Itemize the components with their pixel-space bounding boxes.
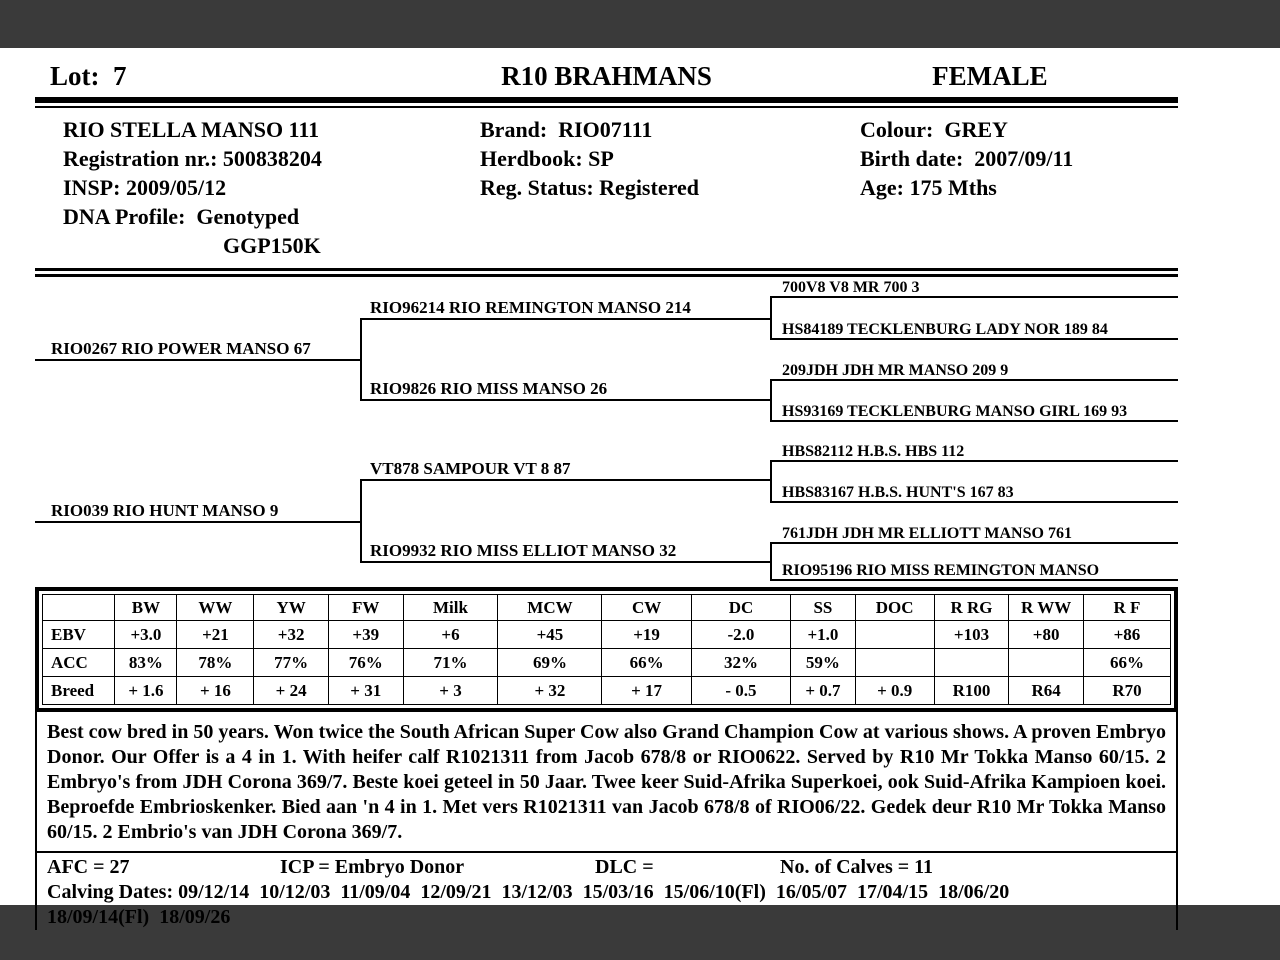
ebv-cell: 66% bbox=[602, 649, 691, 677]
ebv-col-header: DC bbox=[691, 595, 790, 621]
ebv-cell: +1.0 bbox=[791, 621, 855, 649]
ebv-cell: - 0.5 bbox=[691, 677, 790, 705]
ebv-col-header: BW bbox=[115, 595, 177, 621]
ebv-cell: 69% bbox=[498, 649, 602, 677]
ebv-cell: +6 bbox=[403, 621, 498, 649]
dna-profile-chip: GGP150K bbox=[223, 233, 321, 258]
dlc-value: DLC = bbox=[595, 856, 654, 878]
pedigree-gen3-1: 700V8 V8 MR 700 3 bbox=[770, 278, 1178, 298]
inspection-date: INSP: 2009/05/12 bbox=[63, 175, 227, 200]
ebv-col-header: R RG bbox=[934, 595, 1009, 621]
ebv-row-label: EBV bbox=[43, 621, 115, 649]
ebv-cell: + 17 bbox=[602, 677, 691, 705]
ebv-row bbox=[43, 649, 1171, 677]
animal-sex: FEMALE bbox=[932, 61, 1048, 91]
pedigree-sire-dam: RIO9826 RIO MISS MANSO 26 bbox=[360, 377, 770, 401]
ebv-cell: +32 bbox=[254, 621, 329, 649]
ebv-col-header: SS bbox=[791, 595, 855, 621]
pedigree-gen3-6: HBS83167 H.B.S. HUNT'S 167 83 bbox=[770, 483, 1178, 503]
age: Age: 175 Mths bbox=[860, 175, 997, 200]
ebv-cell: +39 bbox=[328, 621, 403, 649]
header-rule bbox=[35, 97, 1178, 108]
animal-info-block bbox=[35, 108, 1178, 268]
ebv-cell: +19 bbox=[602, 621, 691, 649]
colour: Colour: GREY bbox=[860, 117, 1008, 142]
ebv-cell: +21 bbox=[177, 621, 254, 649]
ebv-cell bbox=[855, 621, 934, 649]
ebv-cell: + 0.7 bbox=[791, 677, 855, 705]
sale-description: Best cow bred in 50 years. Won twice the South African Super Cow also Grand Champion Cow at various shows. A proven Embryo Donor. Our Offer is a 4 in 1. With heifer calf R1021311 from Jacob 678/8 or RIO0622. Served by R10 Mr Tokka Manso 60/15. 2 Embryo's from JDH Corona 369/7. Beste koei geteel in 50 Jaar. Twee keer Suid-Afrika Superkoei, ook Suid-Afrika Kampioen koei. Beproefde Embrioskenker. Bied aan 'n 4 in 1. Met vers R1021311 van Jacob 678/8 of RIO06/22. Gedek deur R10 Mr Tokka Manso 60/15. 2 Embrio's van JDH Corona 369/7. bbox=[47, 721, 1166, 843]
ebv-col-header bbox=[43, 595, 115, 621]
pedigree-dam-dam: RIO9932 RIO MISS ELLIOT MANSO 32 bbox=[360, 539, 770, 563]
lot-number: Lot: 7 bbox=[50, 61, 127, 91]
pedigree-dam: RIO039 RIO HUNT MANSO 9 bbox=[35, 499, 360, 523]
catalog-page bbox=[0, 48, 1280, 928]
pedigree-sire-sire: RIO96214 RIO REMINGTON MANSO 214 bbox=[360, 296, 770, 320]
pedigree-gen3-2: HS84189 TECKLENBURG LADY NOR 189 84 bbox=[770, 320, 1178, 340]
ebv-cell: +45 bbox=[498, 621, 602, 649]
ebv-cell: + 32 bbox=[498, 677, 602, 705]
registration-number: Registration nr.: 500838204 bbox=[63, 146, 322, 171]
ebv-cell: + 24 bbox=[254, 677, 329, 705]
pedigree-gen3-4: HS93169 TECKLENBURG MANSO GIRL 169 93 bbox=[770, 402, 1178, 422]
info-column-identity bbox=[35, 115, 480, 260]
afc-value: AFC = 27 bbox=[47, 856, 130, 878]
pedigree-tree bbox=[35, 277, 1178, 587]
ebv-cell: R100 bbox=[934, 677, 1009, 705]
ebv-cell bbox=[934, 649, 1009, 677]
pedigree-connector-line bbox=[360, 320, 362, 401]
ebv-col-header: R F bbox=[1083, 595, 1170, 621]
ebv-cell: 78% bbox=[177, 649, 254, 677]
ebv-cell: + 31 bbox=[328, 677, 403, 705]
stud-title: R10 BRAHMANS bbox=[501, 61, 712, 91]
herdbook: Herdbook: SP bbox=[480, 146, 614, 171]
ebv-cell: + 0.9 bbox=[855, 677, 934, 705]
lot-header bbox=[35, 48, 1178, 97]
ebv-cell: 76% bbox=[328, 649, 403, 677]
breeding-stats-row bbox=[37, 853, 1176, 880]
ebv-cell: +3.0 bbox=[115, 621, 177, 649]
ebv-header-row bbox=[43, 595, 1171, 621]
ebv-cell: 59% bbox=[791, 649, 855, 677]
info-column-birth bbox=[860, 115, 1178, 260]
brand: Brand: RIO07111 bbox=[480, 117, 653, 142]
pedigree-connector-line bbox=[360, 481, 362, 563]
icp-value: ICP = Embryo Donor bbox=[280, 856, 465, 878]
ebv-cell: 32% bbox=[691, 649, 790, 677]
ebv-col-header: DOC bbox=[855, 595, 934, 621]
ebv-cell: -2.0 bbox=[691, 621, 790, 649]
ebv-row-label: Breed bbox=[43, 677, 115, 705]
ebv-row bbox=[43, 621, 1171, 649]
pedigree-connector-line bbox=[770, 544, 772, 581]
ebv-cell bbox=[855, 649, 934, 677]
birth-date: Birth date: 2007/09/11 bbox=[860, 146, 1074, 171]
ebv-table bbox=[42, 594, 1171, 705]
ebv-col-header: FW bbox=[328, 595, 403, 621]
pedigree-gen3-8: RIO95196 RIO MISS REMINGTON MANSO bbox=[770, 561, 1178, 581]
ebv-cell: R70 bbox=[1083, 677, 1170, 705]
ebv-col-header: MCW bbox=[498, 595, 602, 621]
pedigree-gen3-7: 761JDH JDH MR ELLIOTT MANSO 761 bbox=[770, 524, 1178, 544]
ebv-cell: +86 bbox=[1083, 621, 1170, 649]
ebv-cell: + 16 bbox=[177, 677, 254, 705]
ebv-cell: R64 bbox=[1009, 677, 1084, 705]
calves-count: No. of Calves = 11 bbox=[780, 856, 934, 878]
ebv-row bbox=[43, 677, 1171, 705]
pedigree-gen3-3: 209JDH JDH MR MANSO 209 9 bbox=[770, 361, 1178, 381]
calving-dates-line2: 18/09/14(Fl) 18/09/26 bbox=[47, 906, 231, 928]
ebv-col-header: Milk bbox=[403, 595, 498, 621]
ebv-cell: 83% bbox=[115, 649, 177, 677]
ebv-cell: 66% bbox=[1083, 649, 1170, 677]
ebv-cell bbox=[1009, 649, 1084, 677]
info-rule bbox=[35, 268, 1178, 277]
pedigree-connector-line bbox=[770, 462, 772, 503]
ebv-col-header: CW bbox=[602, 595, 691, 621]
ebv-col-header: WW bbox=[177, 595, 254, 621]
pedigree-sire: RIO0267 RIO POWER MANSO 67 bbox=[35, 337, 360, 361]
ebv-cell: + 3 bbox=[403, 677, 498, 705]
pedigree-connector-line bbox=[770, 381, 772, 422]
ebv-table-frame bbox=[35, 587, 1178, 712]
ebv-col-header: R WW bbox=[1009, 595, 1084, 621]
ebv-row-label: ACC bbox=[43, 649, 115, 677]
pedigree-gen3-5: HBS82112 H.B.S. HBS 112 bbox=[770, 442, 1178, 462]
ebv-cell: +103 bbox=[934, 621, 1009, 649]
dna-profile: DNA Profile: Genotyped bbox=[63, 204, 300, 229]
ebv-col-header: YW bbox=[254, 595, 329, 621]
ebv-cell: + 1.6 bbox=[115, 677, 177, 705]
notes-box bbox=[35, 712, 1178, 930]
pedigree-connector-line bbox=[770, 298, 772, 340]
calving-dates-line1: Calving Dates: 09/12/14 10/12/03 11/09/04 12/09/21 13/12/03 15/03/16 15/06/10(Fl) 16/05/07 17/04/15 18/06/20 bbox=[47, 881, 1010, 903]
ebv-cell: +80 bbox=[1009, 621, 1084, 649]
pedigree-dam-sire: VT878 SAMPOUR VT 8 87 bbox=[360, 457, 770, 481]
ebv-cell: 71% bbox=[403, 649, 498, 677]
animal-name: RIO STELLA MANSO 111 bbox=[63, 117, 320, 142]
reg-status: Reg. Status: Registered bbox=[480, 175, 699, 200]
ebv-cell: 77% bbox=[254, 649, 329, 677]
info-column-registration bbox=[480, 115, 860, 260]
